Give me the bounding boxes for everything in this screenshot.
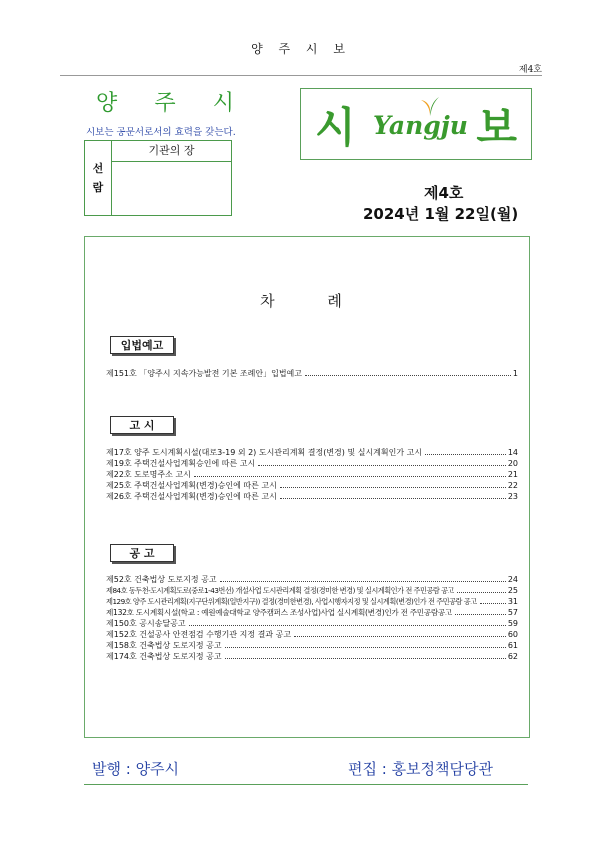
toc-entry-title: 제17호 양주 도시계획시설(대로3-19 외 2) 도시관리계획 결정(변경) 및 실시계획인가 고시 (106, 448, 423, 457)
toc-entry[interactable] (106, 596, 518, 607)
section-label-notices: 고 시 (110, 416, 174, 434)
toc-entry-title: 제158호 건축법상 도로지정 공고 (106, 641, 222, 650)
city-char: 시 (212, 91, 234, 116)
header-rule (60, 75, 542, 76)
city-char: 양 (96, 91, 118, 116)
toc-entry-page: 62 (507, 652, 518, 661)
toc-entry-page: 31 (507, 597, 518, 606)
issue-number: 제4호 (424, 184, 464, 202)
toc-entry-title: 제19호 주택건설사업계획승인에 따른 고시 (106, 459, 256, 468)
toc-entry[interactable] (106, 480, 518, 491)
section-label-legislation: 입법예고 (110, 336, 174, 354)
toc-entry[interactable] (106, 368, 518, 379)
toc-entry-page: 14 (507, 448, 518, 457)
toc-list-notices (106, 447, 518, 502)
circulation-char: 선 (92, 162, 104, 175)
toc-list-announcements (106, 574, 518, 662)
toc-leader-dots (258, 465, 506, 466)
toc-entry-title: 제84호 동두천-도시계획도로(중로1-43번선) 개설사업 도시관리계획 결정(경미한 변경) 및 실시계획인가 전 주민공람 공고 (106, 586, 455, 595)
toc-entry-page: 61 (507, 641, 518, 650)
toc-entry[interactable] (106, 585, 518, 596)
toc-leader-dots (305, 375, 511, 376)
toc-leader-dots (220, 581, 506, 582)
toc-title-char: 차 (260, 292, 275, 310)
toc-leader-dots (457, 592, 506, 593)
logo-right-char: 보 (476, 103, 517, 152)
city-name (96, 86, 234, 117)
logo-left-char: 시 (315, 103, 356, 152)
toc-list-legislation (106, 368, 518, 379)
circulation-side-label (85, 141, 112, 215)
running-title: 양 주 시 보 (251, 42, 351, 56)
toc-entry[interactable] (106, 447, 518, 458)
toc-entry-title: 제152호 건설공사 안전점검 수행기관 지정 결과 공고 (106, 630, 292, 639)
publisher: 발행 : 양주시 (92, 760, 180, 778)
toc-leader-dots (425, 454, 506, 455)
toc-title-char: 례 (327, 292, 342, 310)
toc-entry-title: 제26호 주택건설사업계획(변경)승인에 따른 고시 (106, 492, 277, 501)
toc-entry-title: 제132호 도시계획시설(학교 : 예원예술대학교 양주캠퍼스 조성사업)사업 실시계획(변경)인가 전 주민공람공고 (106, 608, 452, 617)
toc-leader-dots (480, 603, 506, 604)
section-label-announcements: 공 고 (110, 544, 174, 562)
toc-leader-dots (280, 498, 506, 499)
toc-entry[interactable] (106, 607, 518, 618)
toc-entry-title: 제25호 주택건설사업계획(변경)승인에 따른 고시 (106, 481, 277, 490)
toc-entry-page: 57 (507, 608, 518, 617)
toc-leader-dots (189, 625, 506, 626)
footer-rule (84, 784, 528, 785)
editor: 편집 : 홍보정책담당관 (348, 760, 494, 778)
circulation-header: 기관의 장 (112, 141, 231, 162)
city-char: 주 (154, 91, 176, 116)
toc-entry[interactable] (106, 618, 518, 629)
toc-entry-title: 제22호 도로명주소 고시 (106, 470, 191, 479)
toc-entry-page: 25 (507, 586, 518, 595)
toc-entry-title: 제151호 「양주시 지속가능발전 기본 조례안」입법예고 (106, 369, 302, 378)
toc-entry[interactable] (106, 651, 518, 662)
toc-entry[interactable] (106, 640, 518, 651)
toc-title (0, 290, 602, 311)
toc-entry-page: 60 (507, 630, 518, 639)
toc-leader-dots (294, 636, 506, 637)
toc-entry-page: 59 (507, 619, 518, 628)
toc-leader-dots (455, 614, 506, 615)
toc-entry-page: 24 (507, 575, 518, 584)
logo-wordmark: Yangju (373, 111, 468, 140)
toc-entry[interactable] (106, 574, 518, 585)
logo-box (300, 88, 532, 160)
toc-entry-title: 제174호 건축법상 도로지정 공고 (106, 652, 222, 661)
issue-label: 제4호 (518, 65, 542, 75)
toc-entry-title: 제150호 공시송달공고 (106, 619, 186, 628)
toc-leader-dots (225, 647, 506, 648)
toc-entry[interactable] (106, 491, 518, 502)
circulation-char: 람 (92, 181, 104, 194)
toc-entry-page: 1 (512, 369, 518, 378)
toc-entry-title: 제129호 양주 도시관리계획(지구단위계획(일반지구)) 결정(경미한변경), 사업시행자지정 및 실시계획(변경)인가 전 주민공람 공고 (106, 597, 477, 606)
toc-entry-page: 22 (507, 481, 518, 490)
tagline: 시보는 공문서로서의 효력을 갖는다. (86, 127, 236, 138)
toc-leader-dots (225, 658, 506, 659)
toc-entry[interactable] (106, 469, 518, 480)
toc-entry[interactable] (106, 458, 518, 469)
issue-date: 2024년 1월 22일(월) (363, 205, 519, 223)
toc-entry[interactable] (106, 629, 518, 640)
toc-entry-page: 23 (507, 492, 518, 501)
toc-entry-page: 20 (507, 459, 518, 468)
circulation-box (84, 140, 232, 216)
toc-leader-dots (194, 476, 506, 477)
toc-entry-title: 제52호 건축법상 도로지정 공고 (106, 575, 217, 584)
toc-leader-dots (280, 487, 506, 488)
toc-entry-page: 21 (507, 470, 518, 479)
